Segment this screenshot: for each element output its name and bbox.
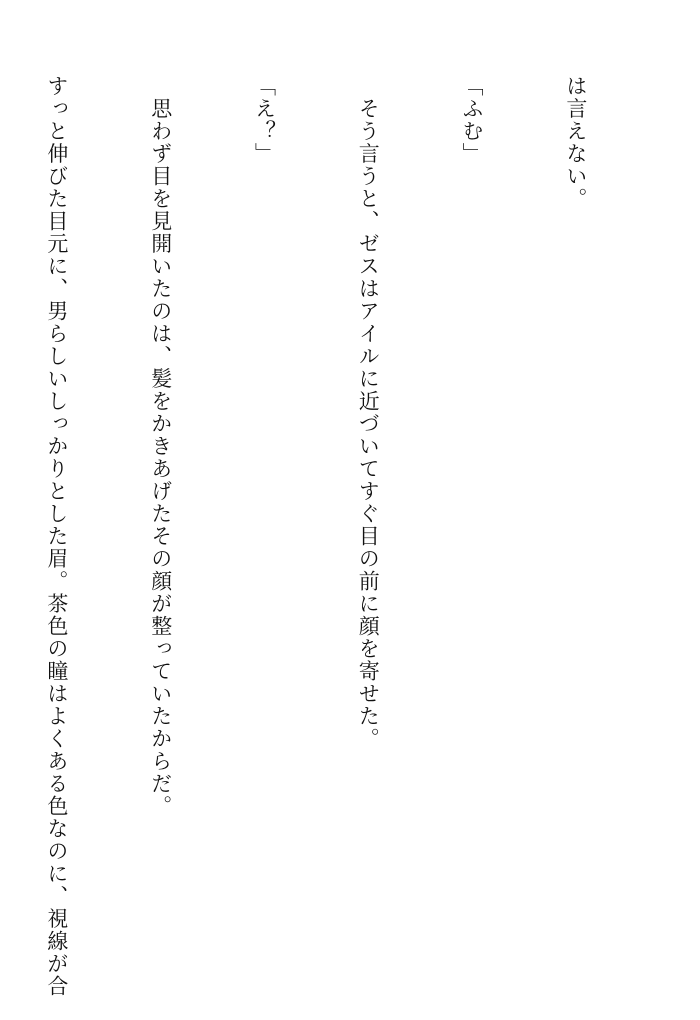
text-line-4: 「え？」 [252, 75, 277, 165]
text-line-2: 「ふむ」 [460, 75, 485, 165]
text-line-6: すっと伸びた目元に、男らしいしっかりとした眉。茶色の瞳はよくある色なのに、視線が合 [44, 75, 69, 998]
text-line-3: そう言うと、ゼスはアイルに近づいてすぐ目の前に顔を寄せた。 [356, 75, 381, 750]
text-line-1: は言えない。 [563, 75, 588, 210]
text-line-5: 思わず目を見開いたのは、髪をかきあげたその顔が整っていたからだ。 [148, 75, 173, 818]
vertical-text-block [0, 75, 662, 998]
